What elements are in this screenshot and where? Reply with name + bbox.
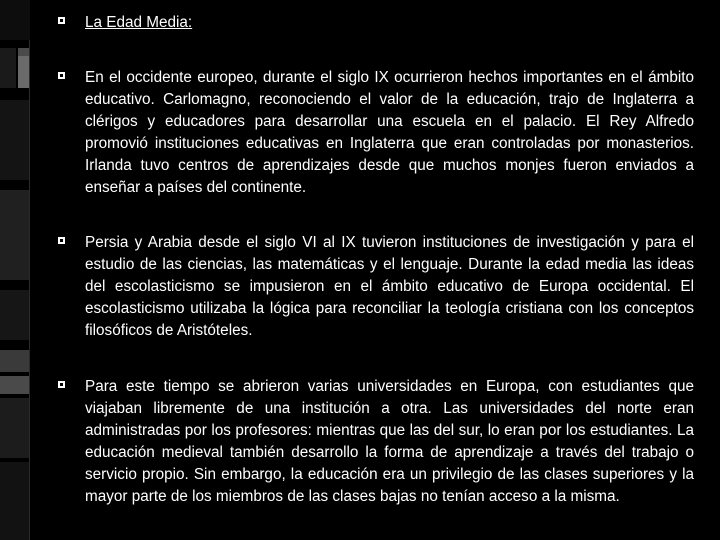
- deco-divider: [29, 40, 30, 540]
- paragraph-text: Persia y Arabia desde el siglo VI al IX tuvieron instituciones de investigación y para el estudio de las ciencias, las matemáticas y el lenguaje. Durante la edad media las ideas del escolasticismo se impusieron en el ámbito educativo de Europa occidental. El escolasticismo utilizaba la lógica para reconciliar la teología cristiana con los conceptos filosóficos de Aristóteles.: [85, 234, 694, 339]
- bullet-heading: [58, 12, 694, 34]
- deco-block: [0, 350, 30, 372]
- bullet-icon: [58, 237, 65, 244]
- bullet-icon: [58, 381, 65, 388]
- bullet-paragraph-2: [58, 232, 694, 342]
- paragraph-text: En el occidente europeo, durante el siglo IX ocurrieron hechos importantes en el ámbito educativo. Carlomagno, reconociendo el valor de la educación, trajo de Inglaterra a clérigos y educadores para desarrollar una escuela en el palacio. El Rey Alfredo promovió instituciones educativas en Inglaterra que eran controladas por monasterios. Irlanda tuvo centros de aprendizajes desde que muchos monjes fueron enviados a enseñar a países del continente.: [85, 69, 694, 196]
- deco-block: [0, 376, 30, 394]
- heading-text: La Edad Media:: [85, 14, 193, 31]
- deco-block: [0, 290, 30, 340]
- bullet-icon: [58, 72, 65, 79]
- deco-block: [0, 190, 30, 280]
- deco-block: [0, 48, 16, 88]
- deco-block: [0, 100, 30, 180]
- deco-block: [0, 462, 30, 540]
- bullet-paragraph-1: [58, 67, 694, 198]
- bullet-icon: [58, 17, 65, 24]
- bullet-paragraph-3: [58, 376, 694, 507]
- deco-block: [0, 0, 30, 40]
- paragraph-text: Para este tiempo se abrieron varias universidades en Europa, con estudiantes que viajaban libremente de una institución a otra. Las universidades del norte eran administradas por los profesores: mientras que las del sur, lo eran por los estudiantes. La educación medieval también desarrollo la forma de aprendizaje a través del trabajo o servicio propio. Sin embargo, la educación era un privilegio de las clases superiores y la mayor parte de los miembros de las clases bajas no tenían acceso a la misma.: [85, 378, 694, 505]
- deco-block: [0, 398, 30, 458]
